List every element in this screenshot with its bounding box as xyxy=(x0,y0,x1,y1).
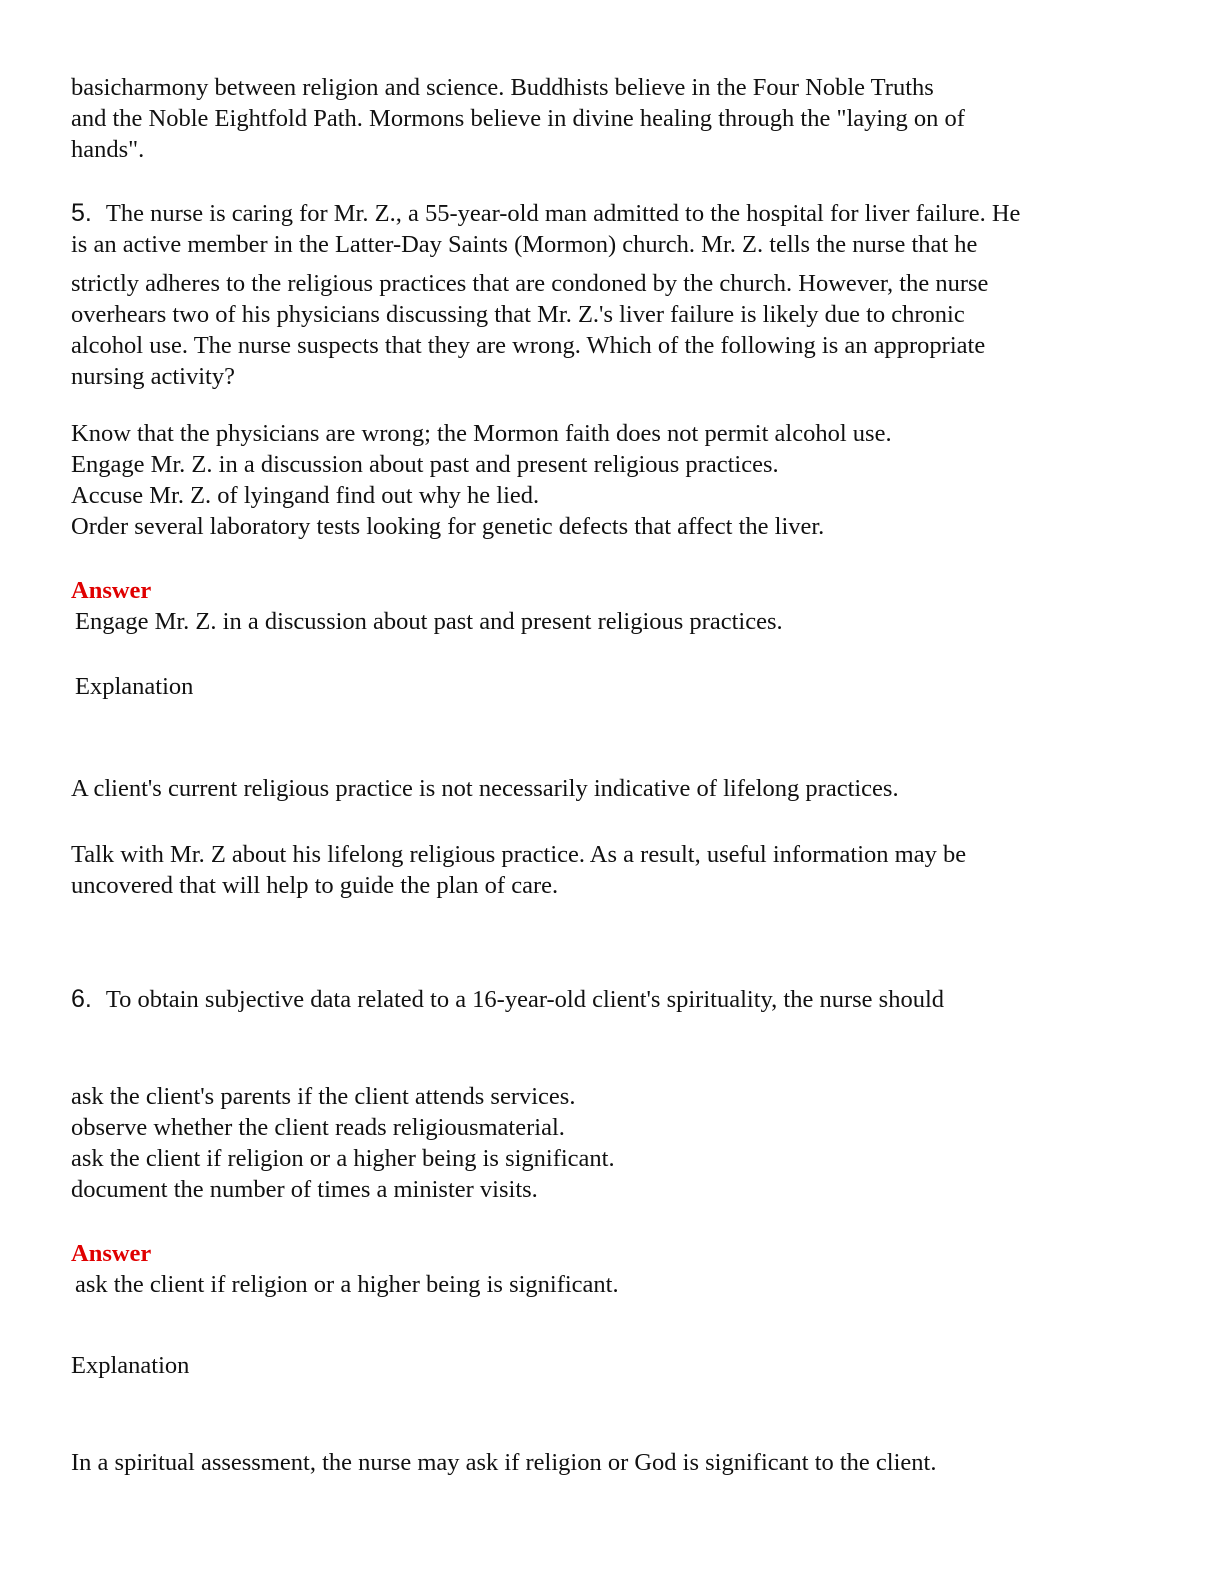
answer-text: Engage Mr. Z. in a discussion about past and present religious practices. xyxy=(75,608,783,635)
option-item: Order several laboratory tests looking for genetic defects that affect the liver. xyxy=(71,513,825,540)
intro-line: and the Noble Eightfold Path. Mormons believe in divine healing through the "laying on of xyxy=(71,105,965,132)
question-number: 6. xyxy=(71,985,92,1013)
option-item: Engage Mr. Z. in a discussion about past and present religious practices. xyxy=(71,451,779,478)
intro-paragraph xyxy=(71,72,965,165)
option-item: Know that the physicians are wrong; the Mormon faith does not permit alcohol use. xyxy=(71,420,892,447)
question-5-answer xyxy=(71,575,783,637)
option-item: observe whether the client reads religiousmaterial. xyxy=(71,1114,565,1141)
question-5-stem-text: The nurse is caring for Mr. Z., a 55-year-old man admitted to the hospital for liver failure. He xyxy=(105,200,1021,227)
question-5-stem-line: strictly adheres to the religious practices that are condoned by the church. However, the nurse xyxy=(71,270,989,297)
question-6 xyxy=(71,984,944,1015)
explanation-line: uncovered that will help to guide the plan of care. xyxy=(71,872,559,899)
question-5-options xyxy=(71,418,892,542)
question-5-stem-line: nursing activity? xyxy=(71,363,235,390)
intro-line: hands". xyxy=(71,136,145,163)
intro-line: basicharmony between religion and science. Buddhists believe in the Four Noble Truths xyxy=(71,74,934,101)
explanation-label: Explanation xyxy=(75,673,194,700)
question-5-stem-line xyxy=(71,198,1020,229)
question-6-options xyxy=(71,1081,615,1205)
question-6-stem-text: To obtain subjective data related to a 16-year-old client's spirituality, the nurse should xyxy=(105,986,945,1013)
question-number: 5. xyxy=(71,199,92,227)
option-item: Accuse Mr. Z. of lyingand find out why he lied. xyxy=(71,482,540,509)
explanation-line: Talk with Mr. Z about his lifelong religious practice. As a result, useful information may be xyxy=(71,841,967,868)
answer-label: Answer xyxy=(71,1240,152,1267)
question-5-stem-cont xyxy=(71,268,988,392)
explanation-paragraph xyxy=(71,839,966,901)
question-5 xyxy=(71,198,1020,260)
question-5-stem-line: alcohol use. The nurse suspects that they are wrong. Which of the following is an appropriate xyxy=(71,332,986,359)
explanation-label: Explanation xyxy=(71,1352,190,1379)
option-item: document the number of times a minister visits. xyxy=(71,1176,538,1203)
answer-label: Answer xyxy=(71,577,152,604)
explanation-paragraph: A client's current religious practice is not necessarily indicative of lifelong practices. xyxy=(71,775,899,802)
question-6-answer xyxy=(71,1238,619,1300)
option-item: ask the client's parents if the client attends services. xyxy=(71,1083,576,1110)
option-item: ask the client if religion or a higher being is significant. xyxy=(71,1145,615,1172)
explanation-paragraph: In a spiritual assessment, the nurse may ask if religion or God is significant to the client. xyxy=(71,1449,937,1476)
answer-text: ask the client if religion or a higher being is significant. xyxy=(75,1271,619,1298)
question-6-stem-line xyxy=(71,984,944,1015)
question-5-stem-line: overhears two of his physicians discussing that Mr. Z.'s liver failure is likely due to chronic xyxy=(71,301,965,328)
question-5-stem-line: is an active member in the Latter-Day Saints (Mormon) church. Mr. Z. tells the nurse that he xyxy=(71,231,978,258)
